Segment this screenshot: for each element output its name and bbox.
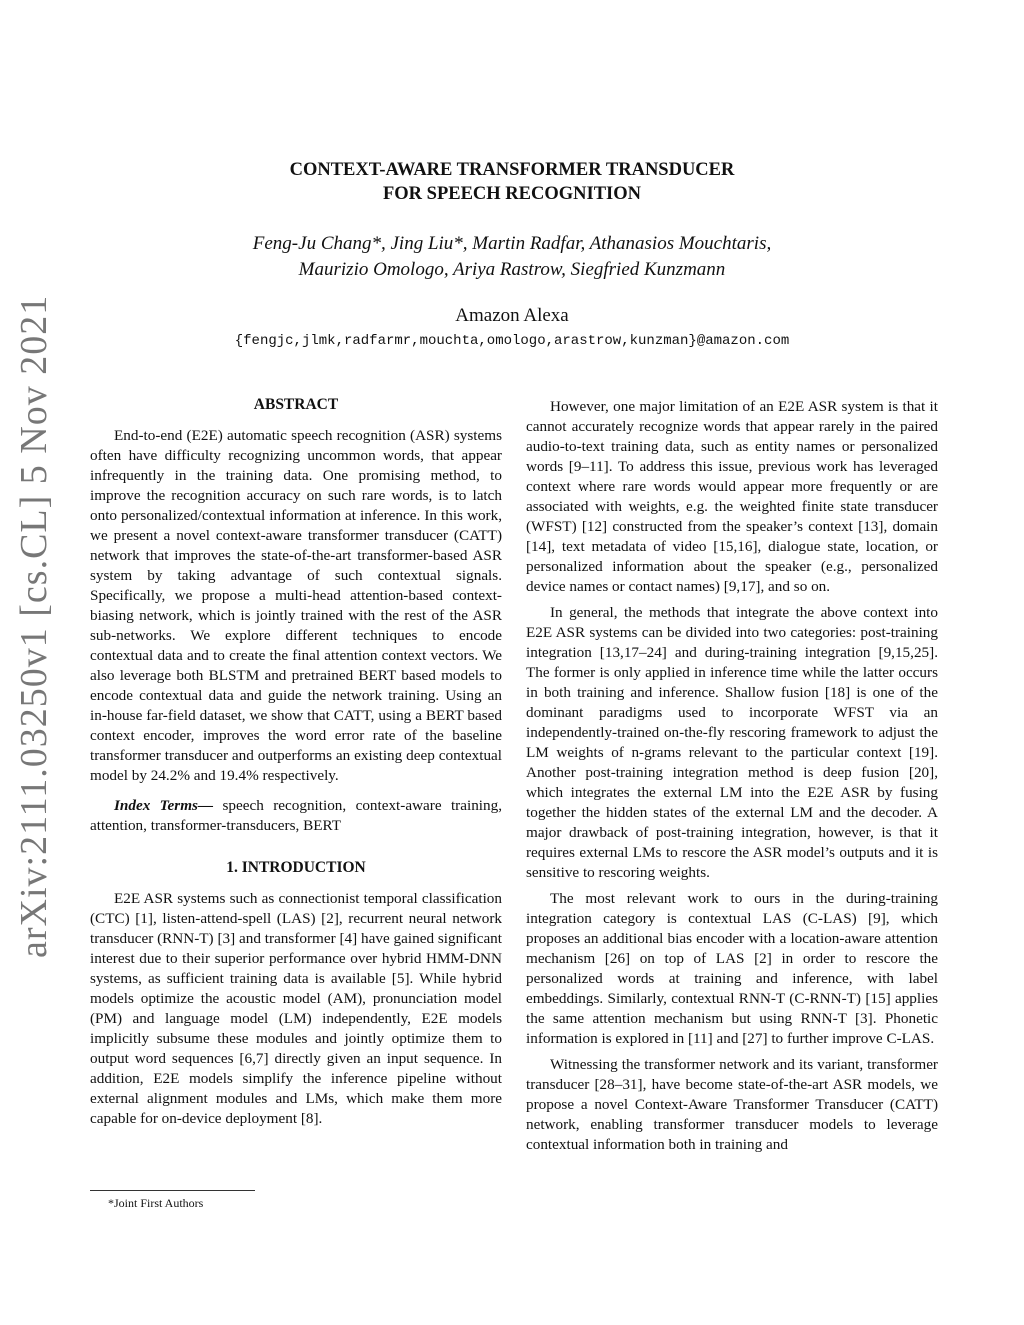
intro-paragraph-5: Witnessing the transformer network and its variant, transformer transducer [28–31], have become state-of-the-art ASR models, we propose a novel Context-Aware Transformer Transducer (CATT) network, enabling transformer transducer models to leverage contextual information both in training and (526, 1056, 938, 1153)
arxiv-identifier: arXiv:2111.03250v1 [cs.CL] 5 Nov 2021 (13, 294, 55, 958)
intro-paragraph-2: However, one major limitation of an E2E ASR system is that it cannot accurately recognize words that appear rarely in the paired audio-to-text training data, such as entity names or personalized words [9–11]. To address this issue, previous work has leveraged context where rare words would appear more frequently or are associated with weights, e.g. the weighted finite state transducer (WFST) [12] constructed from the speaker’s context [13], domain [14], text metadata of video [15,16], dialogue state, location, or personalized information about the speaker (e.g., personalized device names or contact names) [9,17], and so on. (526, 398, 938, 595)
left-column (90, 395, 502, 1135)
right-column (526, 397, 938, 1161)
affiliation: Amazon Alexa (455, 305, 569, 326)
index-terms (90, 796, 502, 836)
intro-paragraph-3: In general, the methods that integrate the above context into E2E ASR systems can be divided into two categories: post-training integration [13,17–24] and during-training integration [9,15,25]. The former is only applied in inference time while the latter occurs in both training and inference. Shallow fusion [18] is one of the dominant paradigms used to incorporate WFST via an independently-trained on-the-fly rescoring framework to adjust the LM weights of n-grams relevant to the particular context [19]. Another post-training integration method is deep fusion [20], which integrates the external LM into the E2E ASR by fusing together the hidden states of the external LM and the decoder. A major drawback of post-training integration, however, is that it requires external LMs to rescore the ASR model’s outputs and it is sensitive to rescoring weights. (526, 604, 938, 881)
title-line-1: CONTEXT-AWARE TRANSFORMER TRANSDUCER (289, 160, 735, 180)
authors-line-2: Maurizio Omologo, Ariya Rastrow, Siegfried Kunzmann (298, 259, 726, 280)
abstract-text: End-to-end (E2E) automatic speech recognition (ASR) systems often have difficulty recognizing uncommon words, that appear infrequently in the training data. One promising method, to improve the recognition accuracy on such rare words, is to latch onto personalized/contextual information at inference. In this work, we present a novel context-aware transformer transducer (CATT) network that improves the state-of-the-art transformer-based ASR system by taking advantage of such contextual signals. Specifically, we propose a multi-head attention-based context-biasing network, which is jointly trained with the rest of the ASR sub-networks. We explore different techniques to encode contextual data and to create the final attention context vectors. We also leverage both BLSTM and pretrained BERT based models to encode contextual data and guide the network training. Using an in-house far-field dataset, we show that CATT, using a BERT based context encoder, improves the word error rate of the baseline transformer transducer and outperforms an existing deep contextual model by 24.2% and 19.4% respectively. (90, 427, 502, 784)
intro-paragraph-1: E2E ASR systems such as connectionist temporal classification (CTC) [1], listen-attend-spell (LAS) [2], recurrent neural network transducer (RNN-T) [3] and transformer [4] have gained significant interest due to their superior performance over hybrid HMM-DNN systems, as sufficient training data is available [5]. While hybrid models optimize the acoustic model (AM), pronunciation model (PM) and language model (LM) independently, E2E models implicitly subsume these modules and jointly optimize them to output word sequences [6,7] directly given an input sequence. In addition, E2E models simplify the inference pipeline without external alignment modules and LMs, which make them more capable for on-device deployment [8]. (90, 890, 502, 1127)
introduction-heading: 1. INTRODUCTION (226, 859, 366, 876)
index-terms-text: speech recognition, context-aware training, attention, transformer-transducers, BERT (90, 797, 503, 834)
authors-line-1: Feng-Ju Chang*, Jing Liu*, Martin Radfar, Athanasios Mouchtaris, (252, 233, 772, 254)
index-terms-label: Index Terms— (114, 797, 214, 814)
paper-title (0, 158, 1024, 206)
abstract-heading: ABSTRACT (253, 396, 339, 413)
title-line-2: FOR SPEECH RECOGNITION (382, 184, 641, 204)
author-emails: {fengjc,jlmk,radfarmr,mouchta,omologo,arastrow,kunzman}@amazon.com (234, 333, 790, 349)
author-list (0, 231, 1024, 283)
intro-paragraph-4: The most relevant work to ours in the during-training integration category is contextual LAS (C-LAS) [9], which proposes an additional bias encoder with a location-aware attention mechanism [26] on top of LAS [2] in order to rescore the personalized words at training and inference, with label embeddings. Similarly, contextual RNN-T (C-RNN-T) [15] applies the same attention mechanism but using RNN-T [3]. Phonetic information is explored in [11] and [27] to further improve C-LAS. (526, 890, 938, 1047)
footnote-divider (90, 1190, 255, 1191)
footnote: *Joint First Authors (108, 1196, 204, 1210)
